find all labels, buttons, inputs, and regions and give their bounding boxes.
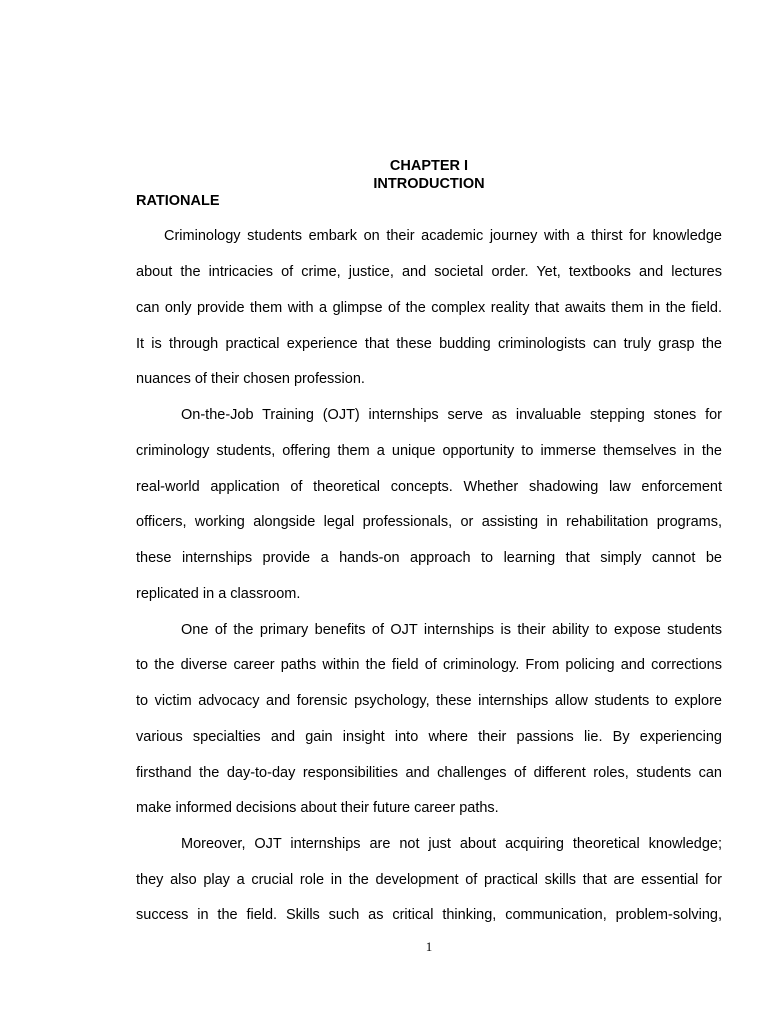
paragraph-2-line-6: replicated in a classroom. [136, 586, 301, 602]
chapter-number: CHAPTER I [389, 158, 469, 174]
paragraph-2-line-5: these internships provide a hands-on approach to learning that simply cannot be [136, 550, 722, 566]
paragraph-3-line-2: to the diverse career paths within the field of criminology. From policing and corrections [136, 657, 722, 673]
paragraph-2-line-2: criminology students, offering them a unique opportunity to immerse themselves in the [136, 443, 722, 459]
paragraph-2-line-4: officers, working alongside legal professionals, or assisting in rehabilitation programs, [136, 514, 722, 530]
paragraph-1-line-3: can only provide them with a glimpse of the complex reality that awaits them in the field. [136, 300, 722, 316]
paragraph-1-line-5: nuances of their chosen profession. [136, 371, 365, 387]
paragraph-1-line-4: It is through practical experience that these budding criminologists can truly grasp the [136, 336, 722, 352]
paragraph-1-line-2: about the intricacies of crime, justice, and societal order. Yet, textbooks and lectures [136, 264, 722, 280]
section-heading: RATIONALE [136, 193, 220, 209]
paragraph-1-line-1: Criminology students embark on their academic journey with a thirst for knowledge [164, 228, 722, 244]
page-number: 1 [425, 939, 433, 954]
paragraph-3-line-3: to victim advocacy and forensic psychology, these internships allow students to explore [136, 693, 722, 709]
paragraph-4-line-1: Moreover, OJT internships are not just about acquiring theoretical knowledge; [181, 836, 722, 852]
paragraph-2-line-1: On-the-Job Training (OJT) internships serve as invaluable stepping stones for [181, 407, 722, 423]
chapter-title: INTRODUCTION [373, 176, 485, 192]
paragraph-3-line-1: One of the primary benefits of OJT internships is their ability to expose students [181, 622, 722, 638]
paragraph-4-line-3: success in the field. Skills such as critical thinking, communication, problem-solving, [136, 907, 722, 923]
paragraph-3-line-5: firsthand the day-to-day responsibilities and challenges of different roles, students can [136, 765, 722, 781]
paragraph-2-line-3: real-world application of theoretical concepts. Whether shadowing law enforcement [136, 479, 722, 495]
paragraph-4-line-2: they also play a crucial role in the development of practical skills that are essential for [136, 872, 722, 888]
paragraph-3-line-4: various specialties and gain insight into where their passions lie. By experiencing [136, 729, 722, 745]
paragraph-3-line-6: make informed decisions about their future career paths. [136, 800, 499, 816]
